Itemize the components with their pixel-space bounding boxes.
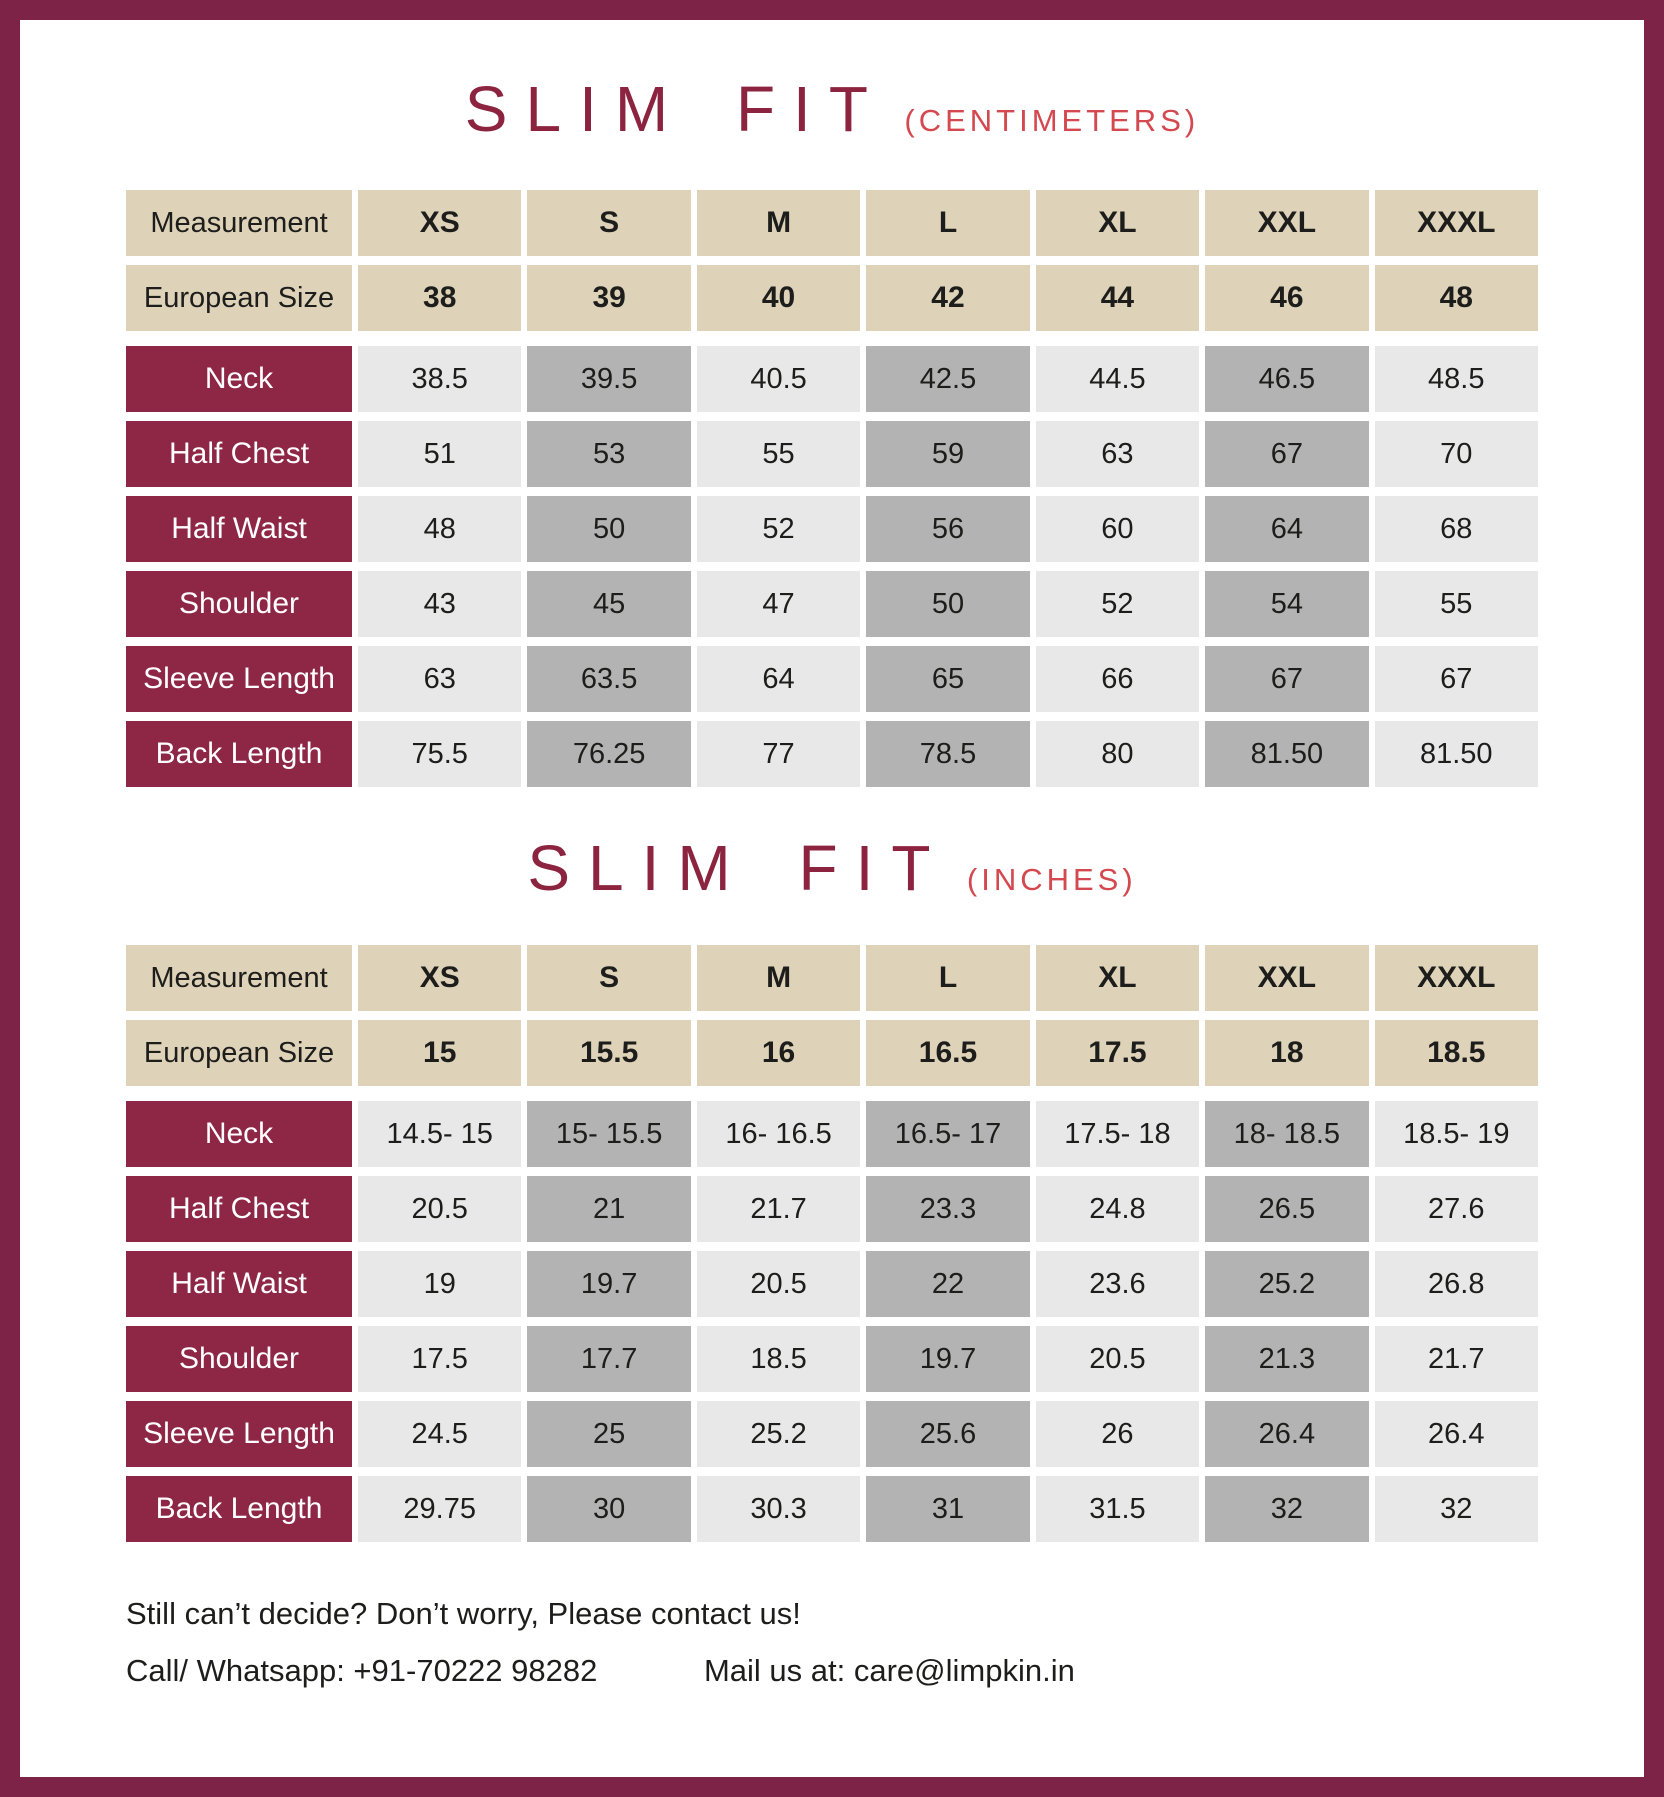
value-cell: 21.3 [1205, 1326, 1368, 1392]
size-header-cell: XS [358, 945, 521, 1011]
value-cell: 60 [1036, 496, 1199, 562]
table-row [126, 265, 1538, 331]
value-cell: 81.50 [1375, 721, 1538, 787]
table-row [126, 346, 1538, 412]
value-cell: 46.5 [1205, 346, 1368, 412]
value-cell: 18- 18.5 [1205, 1101, 1368, 1167]
table-row [126, 571, 1538, 637]
value-cell: 51 [358, 421, 521, 487]
measurement-row-label: Half Chest [126, 1176, 352, 1242]
value-cell: 25.6 [866, 1401, 1029, 1467]
table-row [126, 1176, 1538, 1242]
value-cell: 67 [1375, 646, 1538, 712]
value-cell: 63 [1036, 421, 1199, 487]
measurement-row-label: Half Chest [126, 421, 352, 487]
european-size-cell: 46 [1205, 265, 1368, 331]
title-inches [126, 831, 1538, 905]
table-row [126, 190, 1538, 256]
value-cell: 45 [527, 571, 690, 637]
section-centimeters [126, 72, 1538, 787]
footer-contact [126, 1598, 1538, 1686]
title-slim-fit-cm: SLIM FIT [464, 73, 886, 145]
table-row [126, 1251, 1538, 1317]
european-size-label-cell: European Size [126, 265, 352, 331]
value-cell: 20.5 [697, 1251, 860, 1317]
value-cell: 54 [1205, 571, 1368, 637]
value-cell: 27.6 [1375, 1176, 1538, 1242]
value-cell: 47 [697, 571, 860, 637]
table-row [126, 1476, 1538, 1542]
value-cell: 63.5 [527, 646, 690, 712]
footer-contact-line [126, 1655, 1538, 1686]
table-row [126, 646, 1538, 712]
value-cell: 67 [1205, 421, 1368, 487]
value-cell: 70 [1375, 421, 1538, 487]
value-cell: 31.5 [1036, 1476, 1199, 1542]
size-header-cell: M [697, 945, 860, 1011]
value-cell: 25.2 [697, 1401, 860, 1467]
size-header-cell: L [866, 190, 1029, 256]
value-cell: 23.3 [866, 1176, 1029, 1242]
value-cell: 68 [1375, 496, 1538, 562]
value-cell: 18.5- 19 [1375, 1101, 1538, 1167]
value-cell: 55 [697, 421, 860, 487]
value-cell: 50 [527, 496, 690, 562]
value-cell: 38.5 [358, 346, 521, 412]
footer-email: Mail us at: care@limpkin.in [703, 1653, 1075, 1688]
title-unit-centimeters: (CENTIMETERS) [904, 103, 1200, 138]
european-size-cell: 42 [866, 265, 1029, 331]
title-unit-inches: (INCHES) [966, 862, 1137, 897]
table-row [126, 945, 1538, 1011]
european-size-cell: 48 [1375, 265, 1538, 331]
european-size-label-cell: European Size [126, 1020, 352, 1086]
value-cell: 17.5 [358, 1326, 521, 1392]
value-cell: 20.5 [1036, 1326, 1199, 1392]
value-cell: 19.7 [866, 1326, 1029, 1392]
value-cell: 77 [697, 721, 860, 787]
european-size-cell: 40 [697, 265, 860, 331]
value-cell: 16.5- 17 [866, 1101, 1029, 1167]
value-cell: 26.8 [1375, 1251, 1538, 1317]
european-size-cell: 44 [1036, 265, 1199, 331]
value-cell: 53 [527, 421, 690, 487]
value-cell: 24.8 [1036, 1176, 1199, 1242]
size-header-cell: L [866, 945, 1029, 1011]
table-row [126, 1326, 1538, 1392]
section-inches [126, 831, 1538, 1542]
value-cell: 59 [866, 421, 1029, 487]
measurement-row-label: Sleeve Length [126, 646, 352, 712]
value-cell: 52 [1036, 571, 1199, 637]
value-cell: 26 [1036, 1401, 1199, 1467]
size-header-cell: XXXL [1375, 945, 1538, 1011]
value-cell: 26.5 [1205, 1176, 1368, 1242]
footer-phone: Call/ Whatsapp: +91-70222 98282 [126, 1653, 598, 1688]
size-header-cell: XXL [1205, 190, 1368, 256]
size-chart-content [20, 72, 1644, 1686]
european-size-cell: 39 [527, 265, 690, 331]
european-size-cell: 38 [358, 265, 521, 331]
measurement-row-label: Back Length [126, 721, 352, 787]
size-header-cell: XL [1036, 190, 1199, 256]
value-cell: 21.7 [1375, 1326, 1538, 1392]
value-cell: 80 [1036, 721, 1199, 787]
value-cell: 48.5 [1375, 346, 1538, 412]
table-row [126, 1401, 1538, 1467]
measurement-row-label: Half Waist [126, 1251, 352, 1317]
value-cell: 75.5 [358, 721, 521, 787]
table-row [126, 421, 1538, 487]
value-cell: 32 [1205, 1476, 1368, 1542]
value-cell: 43 [358, 571, 521, 637]
size-table-centimeters [126, 190, 1538, 787]
table-row [126, 1101, 1538, 1167]
european-size-cell: 15 [358, 1020, 521, 1086]
measurement-row-label: Half Waist [126, 496, 352, 562]
value-cell: 22 [866, 1251, 1029, 1317]
value-cell: 64 [1205, 496, 1368, 562]
value-cell: 30.3 [697, 1476, 860, 1542]
value-cell: 65 [866, 646, 1029, 712]
european-size-cell: 17.5 [1036, 1020, 1199, 1086]
size-table-inches [126, 945, 1538, 1542]
value-cell: 30 [527, 1476, 690, 1542]
value-cell: 25 [527, 1401, 690, 1467]
value-cell: 50 [866, 571, 1029, 637]
size-header-cell: M [697, 190, 860, 256]
size-header-cell: XL [1036, 945, 1199, 1011]
value-cell: 31 [866, 1476, 1029, 1542]
title-slim-fit-in: SLIM FIT [527, 832, 949, 904]
value-cell: 66 [1036, 646, 1199, 712]
measurement-row-label: Shoulder [126, 1326, 352, 1392]
measurement-row-label: Neck [126, 346, 352, 412]
european-size-cell: 16.5 [866, 1020, 1029, 1086]
value-cell: 24.5 [358, 1401, 521, 1467]
european-size-cell: 18.5 [1375, 1020, 1538, 1086]
value-cell: 32 [1375, 1476, 1538, 1542]
value-cell: 52 [697, 496, 860, 562]
value-cell: 26.4 [1375, 1401, 1538, 1467]
value-cell: 67 [1205, 646, 1368, 712]
european-size-cell: 15.5 [527, 1020, 690, 1086]
european-size-cell: 16 [697, 1020, 860, 1086]
value-cell: 76.25 [527, 721, 690, 787]
value-cell: 19.7 [527, 1251, 690, 1317]
value-cell: 23.6 [1036, 1251, 1199, 1317]
size-header-cell: S [527, 945, 690, 1011]
size-header-cell: XXXL [1375, 190, 1538, 256]
value-cell: 26.4 [1205, 1401, 1368, 1467]
value-cell: 64 [697, 646, 860, 712]
value-cell: 44.5 [1036, 346, 1199, 412]
table-row [126, 496, 1538, 562]
value-cell: 20.5 [358, 1176, 521, 1242]
value-cell: 55 [1375, 571, 1538, 637]
measurement-row-label: Neck [126, 1101, 352, 1167]
value-cell: 42.5 [866, 346, 1029, 412]
measurement-header-cell: Measurement [126, 190, 352, 256]
value-cell: 21.7 [697, 1176, 860, 1242]
table-row [126, 1020, 1538, 1086]
value-cell: 18.5 [697, 1326, 860, 1392]
size-header-cell: XS [358, 190, 521, 256]
size-header-cell: S [527, 190, 690, 256]
value-cell: 56 [866, 496, 1029, 562]
value-cell: 81.50 [1205, 721, 1368, 787]
value-cell: 48 [358, 496, 521, 562]
table-row [126, 721, 1538, 787]
measurement-row-label: Sleeve Length [126, 1401, 352, 1467]
value-cell: 25.2 [1205, 1251, 1368, 1317]
value-cell: 19 [358, 1251, 521, 1317]
value-cell: 14.5- 15 [358, 1101, 521, 1167]
value-cell: 78.5 [866, 721, 1029, 787]
european-size-cell: 18 [1205, 1020, 1368, 1086]
value-cell: 29.75 [358, 1476, 521, 1542]
measurement-row-label: Back Length [126, 1476, 352, 1542]
value-cell: 21 [527, 1176, 690, 1242]
value-cell: 16- 16.5 [697, 1101, 860, 1167]
value-cell: 17.5- 18 [1036, 1101, 1199, 1167]
title-centimeters [126, 72, 1538, 146]
value-cell: 17.7 [527, 1326, 690, 1392]
value-cell: 39.5 [527, 346, 690, 412]
value-cell: 40.5 [697, 346, 860, 412]
value-cell: 15- 15.5 [527, 1101, 690, 1167]
footer-help-text: Still can’t decide? Don’t worry, Please contact us! [126, 1596, 801, 1631]
size-header-cell: XXL [1205, 945, 1368, 1011]
value-cell: 63 [358, 646, 521, 712]
measurement-row-label: Shoulder [126, 571, 352, 637]
measurement-header-cell: Measurement [126, 945, 352, 1011]
